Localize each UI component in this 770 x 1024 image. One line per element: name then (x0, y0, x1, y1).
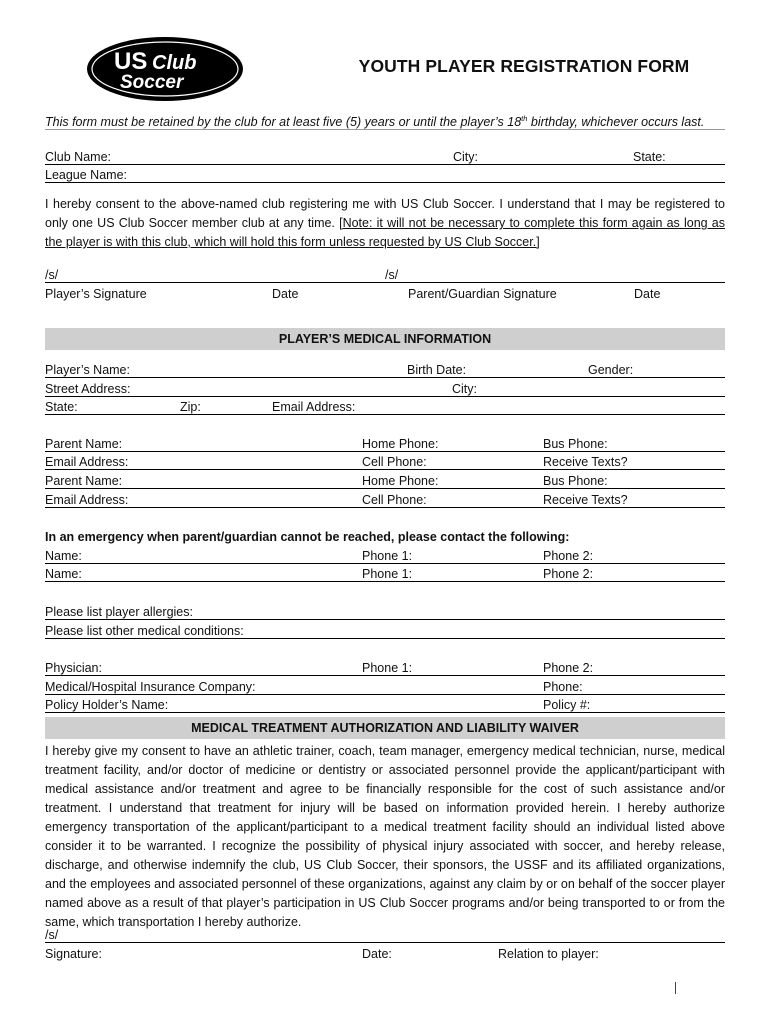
other-conditions-field[interactable] (45, 638, 725, 639)
club-name-label: Club Name: (45, 150, 111, 164)
street-address-field[interactable] (45, 396, 452, 397)
gender-field[interactable] (588, 377, 725, 378)
emergency-phone2-label: Phone 2: (543, 549, 594, 563)
email-address-label: Email Address: (272, 400, 356, 414)
physician-phone2-label: Phone 2: (543, 661, 594, 675)
parent-row-line[interactable] (45, 451, 725, 452)
league-name-label: League Name: (45, 168, 128, 182)
logo-club-text: Club (152, 52, 197, 74)
logo-us-text: US (114, 48, 148, 75)
policy-number-label: Policy #: (543, 698, 591, 712)
retention-note: This form must be retained by the club for at least five (5) years or until the player’s 18th birthday, whichever occurs last. (45, 114, 705, 130)
date-label: Date (272, 287, 299, 301)
parent-name-label: Parent Name: (45, 474, 123, 488)
us-club-soccer-logo (86, 36, 244, 102)
state-field[interactable] (45, 414, 180, 415)
zip-field[interactable] (180, 414, 272, 415)
player-sig-mark: /s/ (45, 268, 59, 282)
signature-line[interactable] (45, 282, 725, 283)
players-name-label: Player’s Name: (45, 363, 130, 377)
signature-label: Signature: (45, 947, 102, 961)
city-field[interactable] (452, 396, 725, 397)
insurance-phone-label: Phone: (543, 680, 583, 694)
date-label: Date: (362, 947, 392, 961)
state-label: State: (633, 150, 666, 164)
divider (45, 129, 725, 130)
birth-date-field[interactable] (407, 377, 588, 378)
allergies-label: Please list player allergies: (45, 605, 193, 619)
cell-phone-label: Cell Phone: (362, 493, 427, 507)
physician-row-line[interactable] (45, 675, 725, 676)
insurance-company-label: Medical/Hospital Insurance Company: (45, 680, 256, 694)
physician-phone1-label: Phone 1: (362, 661, 413, 675)
bus-phone-label: Bus Phone: (543, 437, 608, 451)
allergies-field[interactable] (45, 619, 725, 620)
medical-info-heading: PLAYER’S MEDICAL INFORMATION (45, 328, 725, 350)
consent-paragraph: I hereby consent to the above-named club registering me with US Club Soccer. I understand that I may be registered to only one US Club Soccer member club at any time. [Note: it will not be necessary to complete this form again as long as the player is with this club, which will hold this form unless requested by US Club Soccer.] (45, 197, 726, 249)
city-label: City: (453, 150, 478, 164)
parent-sig-mark: /s/ (385, 268, 399, 282)
league-name-field[interactable] (45, 182, 725, 183)
home-phone-label: Home Phone: (362, 474, 439, 488)
policy-row-line[interactable] (45, 712, 725, 713)
parent-row-line[interactable] (45, 507, 725, 508)
zip-label: Zip: (180, 400, 201, 414)
home-phone-label: Home Phone: (362, 437, 439, 451)
parent-name-label: Parent Name: (45, 437, 123, 451)
physician-label: Physician: (45, 661, 102, 675)
city-label: City: (452, 382, 477, 396)
policy-holder-label: Policy Holder’s Name: (45, 698, 169, 712)
emergency-phone1-label: Phone 1: (362, 567, 413, 581)
bus-phone-label: Bus Phone: (543, 474, 608, 488)
birth-date-label: Birth Date: (407, 363, 467, 377)
players-name-field[interactable] (45, 377, 407, 378)
form-title: YOUTH PLAYER REGISTRATION FORM (358, 56, 690, 76)
receive-texts-label: Receive Texts? (543, 455, 628, 469)
email-address-field[interactable] (272, 414, 725, 415)
cell-phone-label: Cell Phone: (362, 455, 427, 469)
club-name-field[interactable] (45, 164, 453, 165)
emergency-row-line[interactable] (45, 581, 725, 582)
relation-label: Relation to player: (498, 947, 599, 961)
parent-row-line[interactable] (45, 469, 725, 470)
logo-soccer-text: Soccer (120, 72, 184, 93)
receive-texts-label: Receive Texts? (543, 493, 628, 507)
page-mark (675, 982, 676, 994)
waiver-sig-mark: /s/ (45, 928, 59, 942)
emergency-row-line[interactable] (45, 563, 725, 564)
state-field[interactable] (633, 164, 725, 165)
date-label: Date (634, 287, 661, 301)
waiver-heading: MEDICAL TREATMENT AUTHORIZATION AND LIABILITY WAIVER (45, 717, 725, 739)
parent-row-line[interactable] (45, 488, 725, 489)
street-address-label: Street Address: (45, 382, 131, 396)
city-field[interactable] (453, 164, 633, 165)
emergency-name-label: Name: (45, 549, 82, 563)
emergency-phone2-label: Phone 2: (543, 567, 594, 581)
player-signature-label: Player’s Signature (45, 287, 147, 301)
parent-signature-label: Parent/Guardian Signature (408, 287, 557, 301)
email-address-label: Email Address: (45, 493, 129, 507)
emergency-heading: In an emergency when parent/guardian cannot be reached, please contact the following: (45, 530, 570, 544)
waiver-signature-line[interactable] (45, 942, 725, 943)
insurance-row-line[interactable] (45, 694, 725, 695)
waiver-paragraph: I hereby give my consent to have an athletic trainer, coach, team manager, emergency medical technician, nurse, medical treatment facility, and/or doctor of medicine or dentistry or associated personnel provide the applicant/participant with medical assistance and/or treatment and agree to be financially responsible for the cost of such assistance and/or treatment. I understand that treatment for injury will be based on information provided herein. I hereby authorize emergency transportation of the applicant/participant to a medical treatment facility should an individual listed above consider it to be warranted. I recognize the possibility of physical injury associated with soccer, and hereby release, discharge, and otherwise indemnify the club, US Club Soccer, their sponsors, the USSF and its affiliated organizations, and the employees and associated personnel of these organizations, against any claim by or on behalf of the soccer player named above as a result of that player’s participation in US Club Soccer programs and/or being transported to or from the same, which transportation I hereby authorize. (45, 744, 725, 929)
other-conditions-label: Please list other medical conditions: (45, 624, 244, 638)
email-address-label: Email Address: (45, 455, 129, 469)
emergency-phone1-label: Phone 1: (362, 549, 413, 563)
state-label: State: (45, 400, 78, 414)
gender-label: Gender: (588, 363, 634, 377)
emergency-name-label: Name: (45, 567, 82, 581)
